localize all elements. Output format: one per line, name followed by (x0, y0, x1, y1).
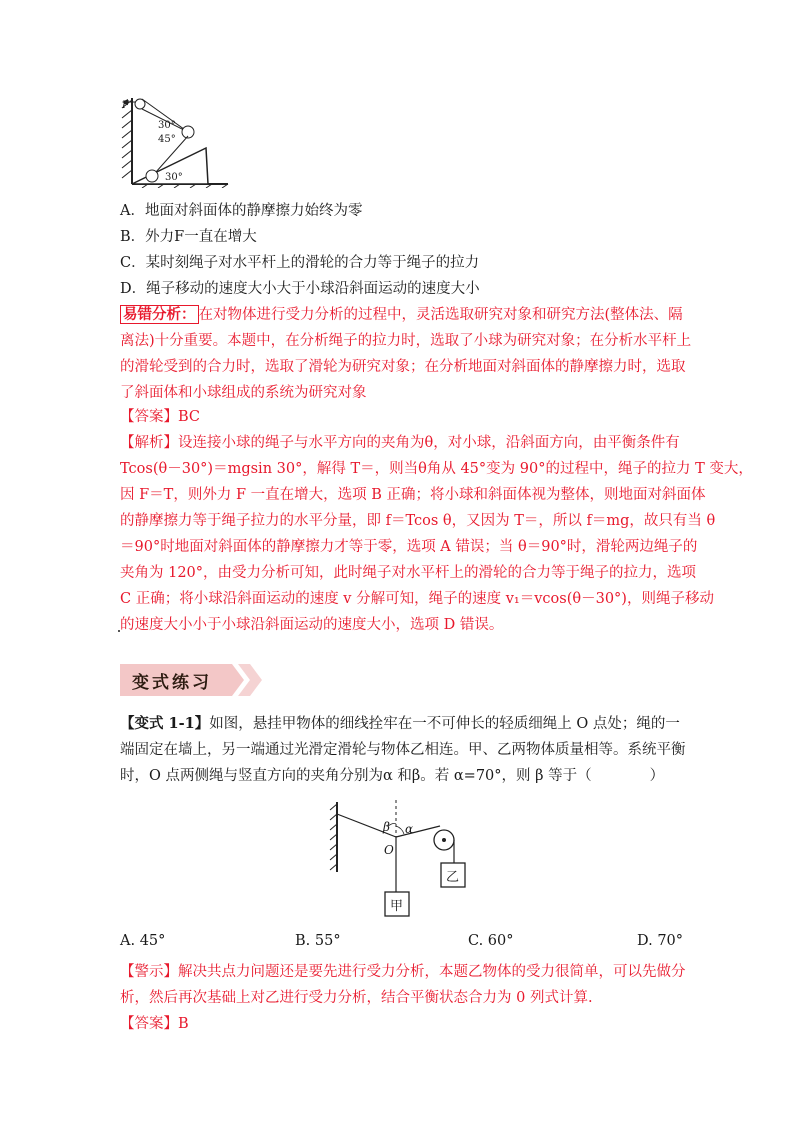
warning-line-1: 【警示】解决共点力问题还是要先进行受力分析，本题乙物体的受力很简单，可以先做分 (120, 964, 686, 980)
warning-label: 【警示】 (120, 964, 178, 980)
option-d: D．绳子移动的速度大小大于小球沿斜面运动的速度大小 (120, 281, 480, 297)
alpha-label: α (405, 822, 414, 836)
solution-bracket: 【解析】 (120, 435, 178, 451)
solution-line-5: ＝90°时地面对斜面体的静摩擦力才等于零，选项 A 错误；当 θ＝90°时，滑轮两边绳子的 (120, 539, 698, 555)
solution-line-1: 【解析】设连接小球的绳子与水平方向的夹角为θ，对小球，沿斜面方向，由平衡条件有 (120, 435, 680, 451)
answer-1-value: BC (178, 409, 201, 425)
analysis-line-4: 了斜面体和小球组成的系统为研究对象 (120, 385, 367, 401)
solution-line-4: 的静摩擦力等于绳子拉力的水平分量，即 f＝Tcos θ，又因为 T＝，所以 f＝mg，故只有当 θ (120, 513, 716, 529)
angle-top-label: 30° (158, 120, 176, 131)
analysis-line-1: 易错分析： 在对物体进行受力分析的过程中，灵活选取研究对象和研究方法(整体法、隔 (120, 303, 683, 324)
answer-2 (120, 1012, 189, 1033)
solution-line-6: 夹角为 120°，由受力分析可知，此时绳子对水平杆上的滑轮的合力等于绳子的拉力，选项 (120, 565, 697, 581)
answer-1-bracket: 【答案】 (120, 409, 178, 425)
variant-label: 【变式 1-1】 (120, 715, 210, 732)
answer-1 (120, 405, 200, 426)
jia-label: 甲 (390, 899, 404, 914)
variant-line-2: 端固定在墙上，另一端通过光滑定滑轮与物体乙相连。甲、乙两物体质量相等。系统平衡 (120, 742, 686, 758)
two-mass-figure (328, 798, 488, 920)
warning-line-2: 析，然后再次基础上对乙进行受力分析，结合平衡状态合力为 0 列式计算. (120, 990, 593, 1006)
solution-line-8: 的速度大小小于小球沿斜面运动的速度大小，选项 D 错误。 (120, 617, 504, 633)
analysis-line-3: 的滑轮受到的合力时，选取了滑轮为研究对象；在分析地面对斜面体的静摩擦力时，选取 (120, 359, 686, 375)
answer-2-bracket: 【答案】 (120, 1016, 178, 1032)
option-c: C．某时刻绳子对水平杆上的滑轮的合力等于绳子的拉力 (120, 255, 480, 271)
choice-d: D. 70° (637, 933, 684, 949)
section-banner-title: 变式练习 (132, 673, 212, 693)
choice-c: C. 60° (468, 933, 514, 949)
analysis-line-2: 离法)十分重要。本题中，在分析绳子的拉力时，选取了小球为研究对象；在分析水平杆上 (120, 333, 692, 349)
solution-line-7: C 正确；将小球沿斜面运动的速度 v 分解可知，绳子的速度 v₁＝vcos(θ－30°)，则绳子移动 (120, 591, 714, 607)
variant-line-3: 时，O 点两侧绳与竖直方向的夹角分别为α 和β。若 α=70°，则 β 等于（ ） (120, 768, 665, 784)
yi-label: 乙 (446, 870, 460, 885)
angle-bottom-label: 30° (165, 172, 183, 183)
choice-b: B. 55° (295, 933, 341, 949)
stray-dot (118, 630, 120, 632)
analysis-label: 易错分析： (120, 305, 199, 324)
force-label: F (122, 100, 129, 111)
option-a: A．地面对斜面体的静摩擦力始终为零 (120, 203, 363, 219)
angle-mid-label: 45° (158, 134, 176, 145)
solution-line-3: 因 F＝T，则外力 F 一直在增大，选项 B 正确；将小球和斜面体视为整体，则地面对斜面体 (120, 487, 706, 503)
beta-label: β (383, 820, 390, 834)
variant-line-1: 【变式 1-1】如图，悬挂甲物体的细线拴牢在一不可伸长的轻质细绳上 O 点处；绳的一 (120, 715, 680, 732)
point-o-label: O (384, 843, 394, 857)
option-b: B．外力F一直在增大 (120, 229, 257, 245)
choice-a: A. 45° (120, 933, 166, 949)
solution-line-2: Tcos(θ－30°)＝mgsin 30°，解得 T＝，则当θ角从 45°变为 90°的过程中，绳子的拉力 T 变大， (120, 461, 753, 477)
answer-2-value: B (178, 1016, 189, 1032)
